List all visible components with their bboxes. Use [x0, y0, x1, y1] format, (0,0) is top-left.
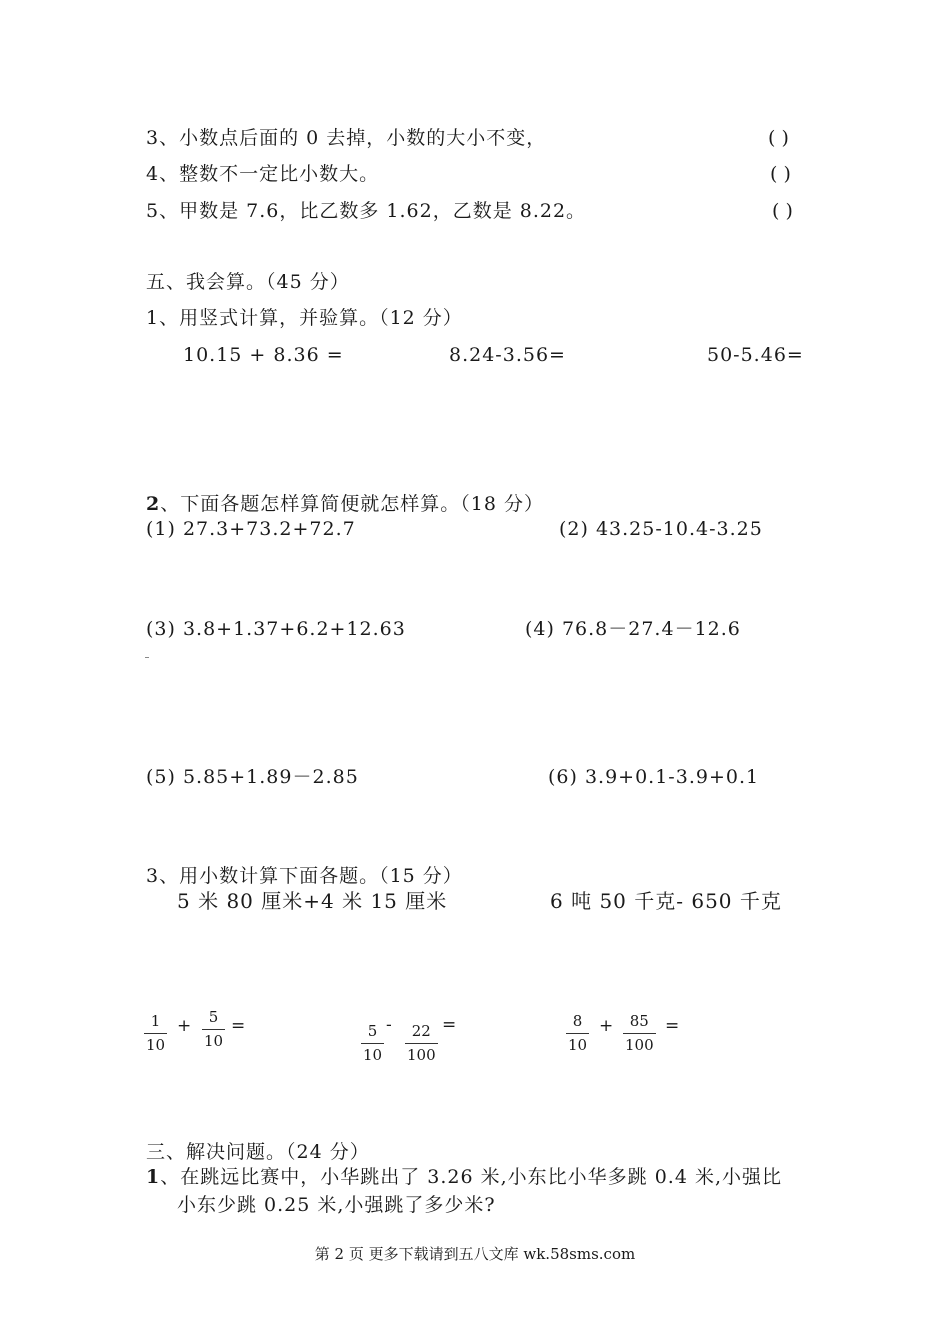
page-footer: 第 2 页 更多下载请到五八文库 wk.58sms.com: [314, 1245, 636, 1263]
answer-paren-q4: ( ): [770, 163, 791, 185]
part3-title: 3、用小数计算下面各题。（15 分）: [146, 865, 463, 887]
fraction-2b: [405, 1023, 438, 1064]
equals-sign: =: [231, 1016, 246, 1036]
simplify-2: (2) 43.25-10.4-3.25: [559, 518, 763, 540]
problem-1-text: 、在跳远比赛中，小华跳出了 3.26 米,小东比小华多跳 0.4 米,小强比: [160, 1166, 782, 1188]
vertical-calc-1: 10.15 + 8.36 =: [183, 344, 344, 366]
numerator: 5: [208, 1008, 219, 1026]
part2-number: 2: [146, 493, 161, 515]
problem-1-number: 1: [146, 1166, 161, 1188]
operator: +: [177, 1016, 192, 1036]
simplify-1: (1) 27.3+73.2+72.7: [146, 518, 356, 540]
simplify-4: (4) 76.8－27.4－12.6: [525, 618, 741, 640]
problem-1-line2: 小东少跳 0.25 米,小强跳了多少米?: [177, 1194, 496, 1216]
simplify-6: (6) 3.9+0.1-3.9+0.1: [548, 766, 760, 788]
fraction-3a: [566, 1013, 589, 1054]
judge-q3: 3、小数点后面的 0 去掉，小数的大小不变，: [146, 127, 547, 149]
part2-title: [146, 492, 544, 516]
unit-calc-2: 6 吨 50 千克- 650 千克: [550, 889, 782, 913]
numerator: 8: [572, 1012, 583, 1030]
fraction-1b: [202, 1009, 225, 1050]
operator: -: [386, 1015, 392, 1035]
fraction-2a: [361, 1023, 384, 1064]
part2-title-text: 、下面各题怎样算简便就怎样算。（18 分）: [160, 493, 544, 515]
denominator: 100: [625, 1036, 654, 1054]
unit-calc-1: 5 米 80 厘米+4 米 15 厘米: [177, 889, 448, 913]
part1-title: 1、用竖式计算，并验算。（12 分）: [146, 307, 463, 329]
vertical-calc-3: 50-5.46=: [707, 344, 804, 366]
stray-mark: [145, 657, 149, 658]
equals-sign: =: [665, 1016, 680, 1036]
numerator: 5: [367, 1022, 378, 1040]
section-title-calc: 五、我会算。（45 分）: [146, 271, 350, 293]
fraction-1a: [144, 1013, 167, 1054]
denominator: 10: [204, 1032, 224, 1050]
denominator: 100: [407, 1046, 436, 1064]
equals-sign: =: [442, 1015, 457, 1035]
judge-q5: 5、甲数是 7.6，比乙数多 1.62，乙数是 8.22。: [146, 200, 587, 222]
simplify-5: (5) 5.85+1.89－2.85: [146, 766, 359, 788]
numerator: 22: [411, 1022, 431, 1040]
section-title-problems: 三、解决问题。（24 分）: [146, 1141, 370, 1163]
simplify-3: (3) 3.8+1.37+6.2+12.63: [146, 618, 406, 640]
denominator: 10: [363, 1046, 383, 1064]
numerator: 1: [150, 1012, 161, 1030]
answer-paren-q3: ( ): [768, 127, 789, 149]
fraction-3b: [623, 1013, 656, 1054]
numerator: 85: [629, 1012, 649, 1030]
denominator: 10: [568, 1036, 588, 1054]
answer-paren-q5: ( ): [772, 200, 793, 222]
problem-1-line1: [146, 1165, 782, 1189]
judge-q4: 4、整数不一定比小数大。: [146, 163, 380, 185]
denominator: 10: [146, 1036, 166, 1054]
vertical-calc-2: 8.24-3.56=: [449, 344, 566, 366]
operator: +: [599, 1016, 614, 1036]
